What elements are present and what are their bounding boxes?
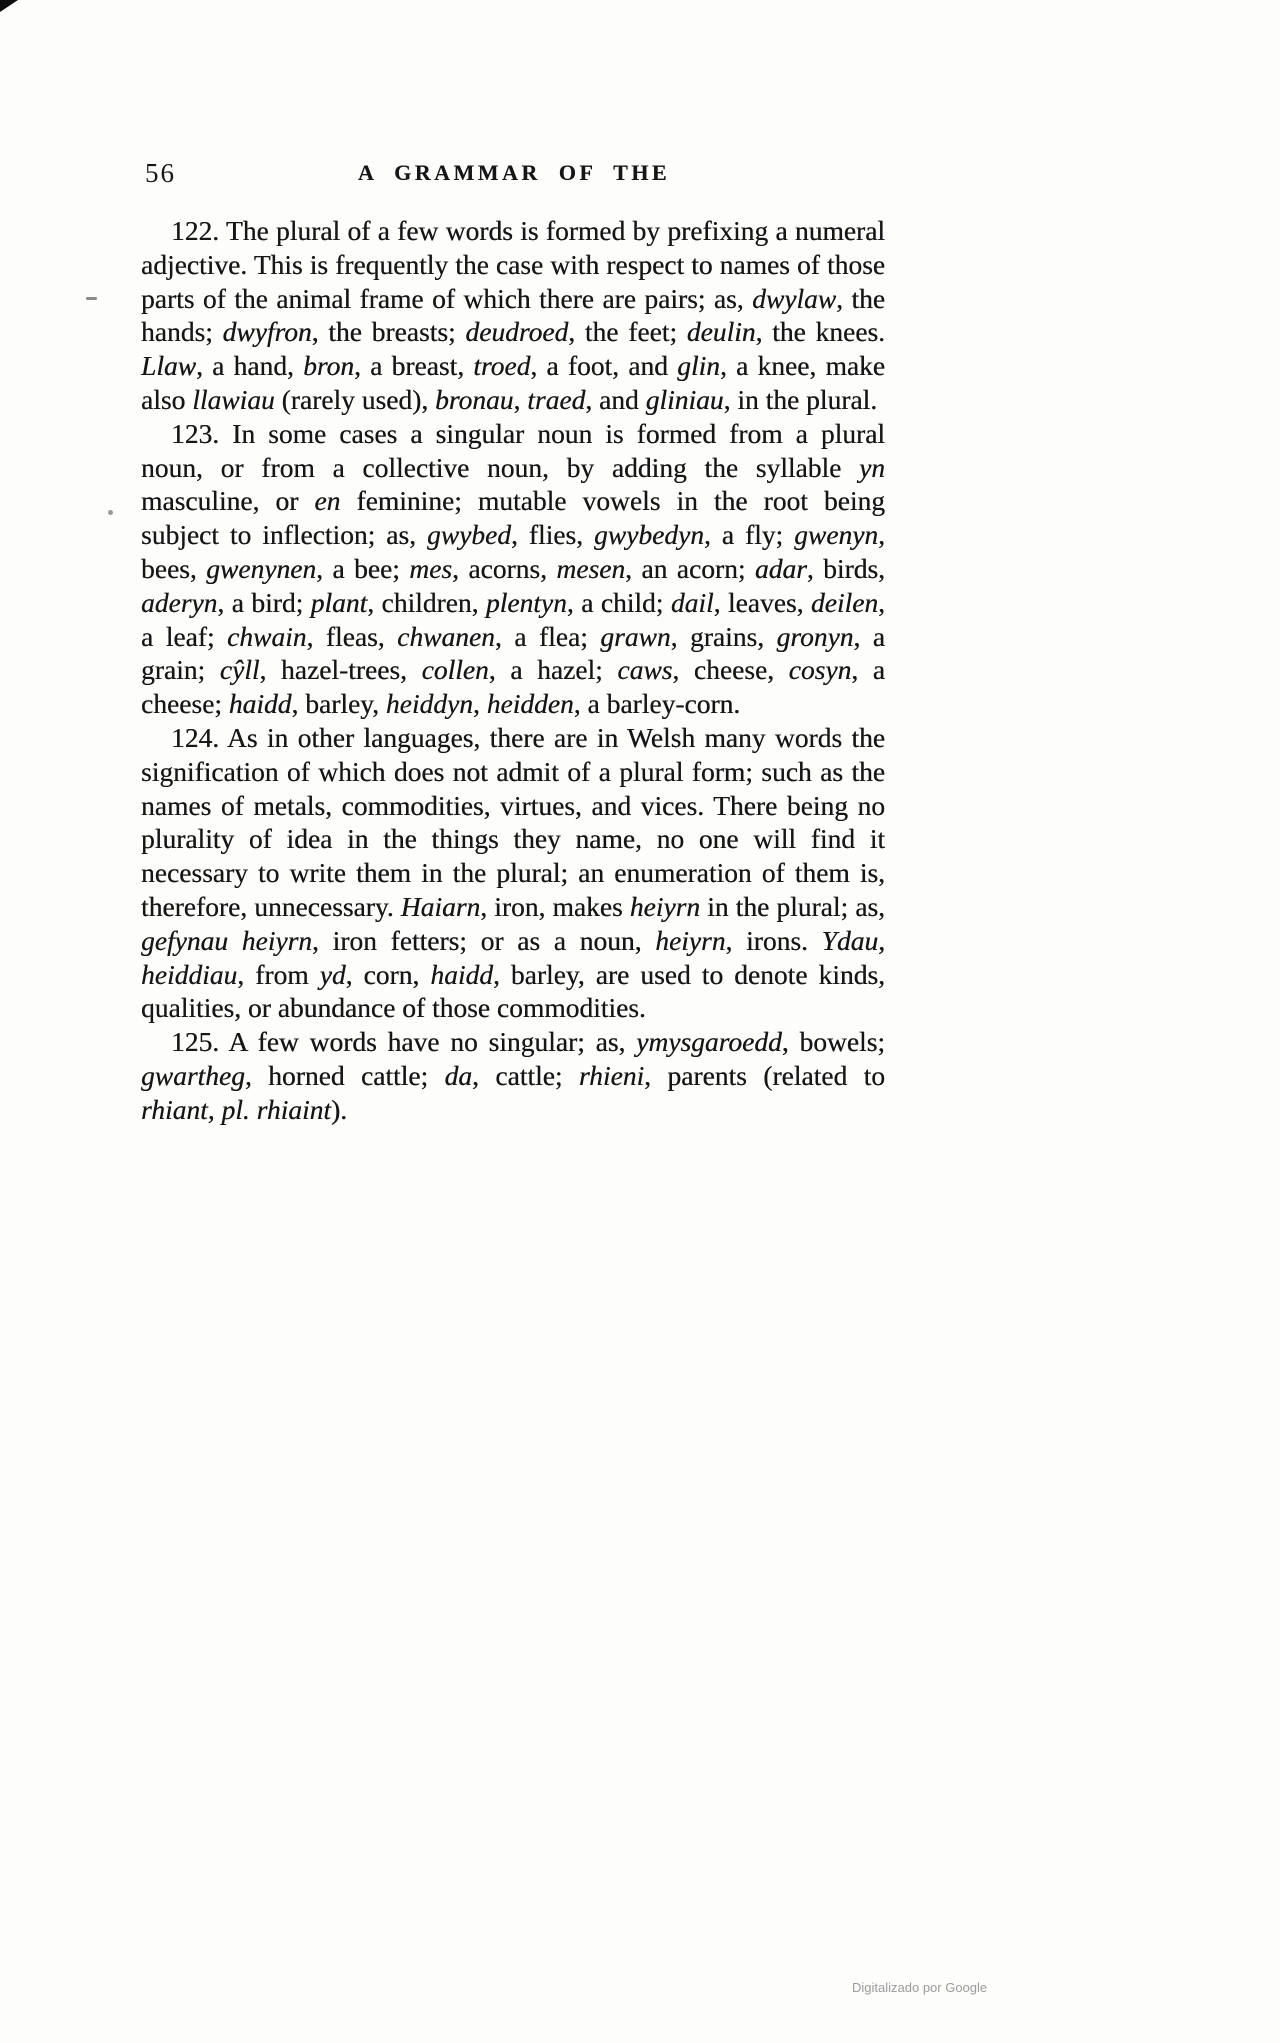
text-run: , a cheese; [141,654,885,720]
italic-term: gwybedyn [593,519,704,551]
paragraph-125 [141,1025,885,1126]
italic-term: deudroed [465,316,569,348]
italic-term: heiyrn [629,890,701,922]
text-run: 122. The plural of a few words is formed by prefixing a numeral adjective. This is frequently the case with respect to names of those parts of the animal frame of which there are pairs; as, [141,215,885,314]
italic-term: en [314,485,341,517]
italic-term: heiddyn [385,688,473,720]
italic-term: yd [319,958,346,990]
text-run: , children, [367,586,486,618]
text-run: , iron fetters; or as a noun, [312,924,656,956]
scan-artifact-corner [0,0,18,12]
italic-term: caws [617,654,673,686]
text-run: , bees, [141,519,885,584]
text-run: , a bee; [316,552,410,584]
scan-artifact-mark [86,297,97,300]
text-run: , flies, [510,519,594,551]
text-body [141,214,885,1127]
running-header: A GRAMMAR OF THE [357,160,671,185]
italic-term: deulin [686,316,756,348]
text-run: , leaves, [713,586,811,618]
text-run: , a foot, and [530,350,678,382]
italic-term: gwybed [426,519,511,551]
scan-artifact-mark [108,510,113,515]
italic-term: Llaw [141,350,197,382]
italic-term: haidd [430,958,493,990]
italic-term: da [444,1059,473,1091]
italic-term: gronyn [776,620,854,652]
text-run: 125. A few words have no singular; as, [171,1026,637,1058]
paragraph-124 [141,721,885,1025]
google-watermark: Digitalizado por Google [852,1980,988,1995]
text-run: , a child; [566,586,671,618]
italic-term: ymysgaroedd [636,1026,782,1058]
text-run: (rarely used), [274,383,436,415]
italic-term: haidd [228,688,292,720]
text-run: , barley, [291,688,386,720]
italic-term: chwain [227,620,307,652]
text-run: , [513,383,528,415]
text-run: , the breasts; [311,316,466,348]
text-run: , a barley-corn. [573,688,741,720]
italic-term: llawiau [192,383,275,415]
text-run: , hazel-trees, [259,654,422,686]
italic-term: bronau [435,383,514,415]
italic-term: mes [409,552,453,584]
text-run: , from [237,958,320,990]
text-run: , fleas, [306,620,398,652]
text-run: , an acorn; [625,552,755,584]
text-run: , cattle; [472,1059,579,1091]
italic-term: dwyfron [222,316,312,348]
italic-term: bron [303,350,355,382]
text-run: , a knee, make also [141,350,885,415]
text-run: , the knees. [755,316,885,348]
italic-term: chwanen [397,620,495,652]
text-run: , acorns, [452,552,557,584]
text-run: , barley, are used to denote kinds, qualities, or abundance of those commodities. [141,958,885,1024]
italic-term: cosyn [788,654,852,686]
italic-term: plentyn [485,586,567,618]
text-run: , parents (related to [644,1059,885,1091]
italic-term: heidden [486,688,574,720]
paragraph-122 [141,214,885,417]
italic-term: gwenyn [794,519,879,551]
italic-term: dail [670,586,714,618]
italic-term: cŷll [219,654,260,686]
text-run: ). [331,1093,348,1125]
italic-term: traed [527,383,586,415]
italic-term: plant [310,586,368,618]
text-run: , cheese, [672,654,789,686]
text-run: , corn, [345,958,431,990]
text-run: , a bird; [217,586,311,618]
italic-term: gwartheg [141,1059,245,1091]
text-run: , bowels; [781,1026,885,1058]
text-run: , grains, [670,620,777,652]
italic-term: collen [421,654,489,686]
page-number: 56 [145,158,176,188]
text-run: in the plural; as, [700,890,885,922]
text-run: , a hand, [196,350,304,382]
text-run: 123. In some cases a singular noun is formed from a plural noun, or from a collective noun, by adding the syllable [141,417,885,483]
text-run: masculine, or [141,485,315,517]
italic-term: aderyn [141,586,218,618]
italic-term: deilen [810,586,879,618]
text-run: , the feet; [568,316,687,348]
italic-term: gliniau [645,383,724,415]
text-run: , the hands; [141,282,885,348]
text-run: , a flea; [494,620,601,652]
text-run: , iron, makes [480,890,630,922]
text-run: , a grain; [141,620,885,686]
page-header [143,156,885,190]
italic-term: mesen [556,552,626,584]
text-run: 124. As in other languages, there are in Welsh many words the signification of which does not admit of a plural form; such as the names of metals, commodities, virtues, and vices. There being no plurality of idea in the things they name, no one will find it necessary to write them in the plural; an enumeration of them is, therefore, unnecessary. [141,721,885,922]
text-run: , a fly; [703,519,795,551]
italic-term: Haiarn [400,890,481,922]
text-run: , and [585,383,646,415]
italic-term: rhieni [578,1059,645,1091]
italic-term: grawn [600,620,671,652]
italic-term: adar [754,552,807,584]
italic-term: heiyrn [655,924,726,956]
text-run: , a leaf; [141,586,885,652]
italic-term: dwylaw [752,282,837,314]
paragraph-123 [141,417,885,721]
italic-term: troed [473,350,531,382]
italic-term: gwenynen [206,552,317,584]
italic-term: Ydau, heiddiau [141,924,886,990]
text-run: , [472,688,487,720]
text-run: feminine; mutable vowels in the root being subject to inflection; as, [141,485,885,551]
text-run: , horned cattle; [244,1059,445,1091]
italic-term: yn [859,451,885,483]
italic-term: glin [677,350,720,382]
text-run: , a hazel; [488,654,618,686]
text-run: , irons. [725,924,822,956]
text-run: , in the plural. [723,383,878,415]
text-run: , a breast, [354,350,474,382]
italic-term: rhiant, pl. rhiaint [141,1093,332,1125]
italic-term: gefynau heiyrn [141,924,312,956]
text-run: , birds, [806,552,886,584]
